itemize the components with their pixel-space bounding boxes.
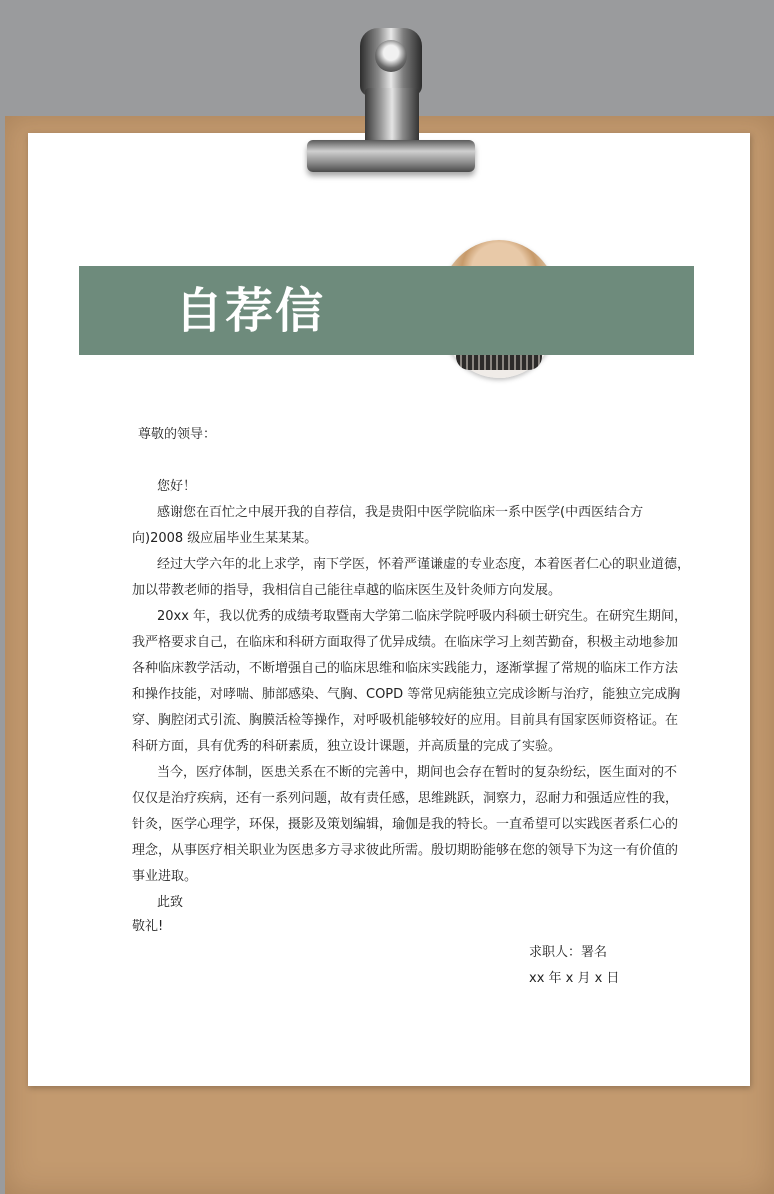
paragraph-line: 针灸，医学心理学，环保，摄影及策划编辑，瑜伽是我的特长。一直希望可以实践医者系仁心的 <box>132 817 679 832</box>
paragraph-line: 和操作技能，对哮喘、肺部感染、气胸、COPD 等常见病能独立完成诊断与治疗，能独立完成胸 <box>132 687 681 702</box>
paragraph-line: 当今，医疗体制，医患关系在不断的完善中，期间也会存在暂时的复杂纷纭，医生面对的不 <box>157 765 678 780</box>
paragraph-line: 各种临床教学活动，不断增强自己的临床思维和临床实践能力，逐渐掌握了常规的临床工作方法 <box>132 661 679 676</box>
paragraph-line: 向)2008 级应届毕业生某某某。 <box>132 531 318 546</box>
paragraph-line: 感谢您在百忙之中展开我的自荐信，我是贵阳中医学院临床一系中医学(中西医结合方 <box>157 505 644 520</box>
closing-regards: 敬礼! <box>132 919 164 934</box>
paragraph-line: 我严格要求自己，在临床和科研方面取得了优异成绩。在临床学习上刻苦勤奋，积极主动地参加 <box>132 635 679 650</box>
page-title: 自荐信 <box>175 283 326 339</box>
binder-clip-hole <box>375 40 407 72</box>
binder-clip-body <box>365 88 419 148</box>
title-banner <box>79 266 694 355</box>
paragraph-line: 理念，从事医疗相关职业为医患多方寻求彼此所需。殷切期盼能够在您的领导下为这一有价值的 <box>132 843 679 858</box>
signature: 求职人：署名 <box>529 945 608 960</box>
salutation: 尊敬的领导： <box>138 427 217 442</box>
greeting: 您好！ <box>157 479 197 494</box>
binder-clip-icon <box>307 140 475 172</box>
paragraph-line: 加以带教老师的指导，我相信自己能往卓越的临床医生及针灸师方向发展。 <box>132 583 562 598</box>
paragraph-line: 经过大学六年的北上求学，南下学医，怀着严谨谦虚的专业态度，本着医者仁心的职业道德， <box>157 557 691 572</box>
paragraph-line: 事业进取。 <box>132 869 198 884</box>
paragraph-line: 科研方面，具有优秀的科研素质，独立设计课题，并高质量的完成了实验。 <box>132 739 562 754</box>
date: xx 年 x 月 x 日 <box>529 971 620 986</box>
paragraph-line: 穿、胸腔闭式引流、胸膜活检等操作，对呼吸机能够较好的应用。目前具有国家医师资格证。在 <box>132 713 679 728</box>
paragraph-line: 20xx 年，我以优秀的成绩考取暨南大学第二临床学院呼吸内科硕士研究生。在研究生期间， <box>157 609 688 624</box>
closing-line: 此致 <box>157 895 184 910</box>
paragraph-line: 仅仅是治疗疾病，还有一系列问题，故有责任感，思维跳跃，洞察力，忍耐力和强适应性的我， <box>132 791 679 806</box>
